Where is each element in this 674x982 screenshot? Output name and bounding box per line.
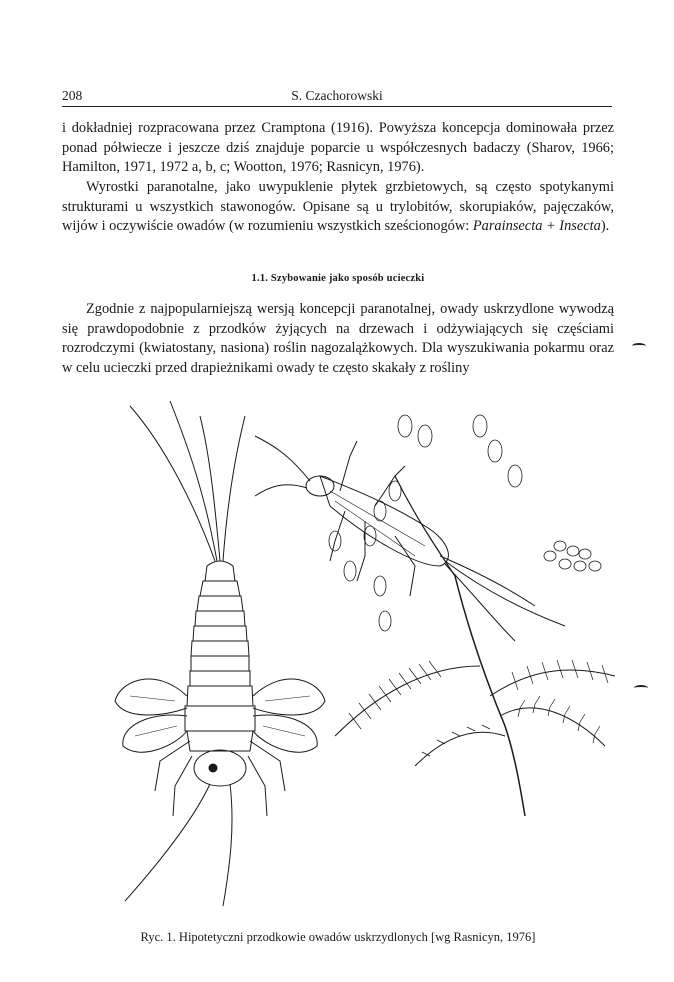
figure-illustration (95, 396, 635, 916)
running-head: S. Czachorowski (291, 88, 383, 103)
paragraph-1: i dokładniej rozpracowana przez Cramptona (1916). Powyższa koncepcja dominowała przez ponad półwiecze i jeszcze dziś znajduje poparcie u współczesnych badaczy (Sharov, 1966; Hamilton, 1971, 1972 a, b, c; Wootton, 1976; Rasnicyn, 1976). (62, 120, 614, 175)
margin-mark (634, 685, 648, 691)
insect-left (115, 401, 325, 906)
paragraph-2-taxon: Parainsecta + Insecta (472, 218, 601, 234)
figure-caption: Ryc. 1. Hipotetyczni przodkowie owadów uskrzydlonych [wg Rasnicyn, 1976] (140, 930, 536, 944)
paragraph-2-text: Wyrostki paranotalne, jako uwypuklenie płytek grzbietowych, są często spotykanymi strukturami u wszystkich stawonogów. Opisane są u trylobitów, skorupiaków, pajęczaków, wijów i oczywiście owadów (w rozumieniu wszystkich sześcionogów: (62, 179, 614, 234)
paragraph-2 (62, 178, 614, 237)
paragraph-3: Zgodnie z najpopularniejszą wersją koncepcji paranotalnej, owady uskrzydlone wywodzą się prawdopodobnie z przodków żyjących na drzewach i odżywiających się częściami rozrodczymi (kwiatostany, nasiona) roślin nagozalążkowych. Dla wyszukiwania pokarmu oraz w celu ucieczki przed drapieżnikami owady te często skakały z rośliny (62, 301, 614, 376)
page-header (62, 88, 612, 107)
section-heading: 1.1. Szybowanie jako sposób ucieczki (251, 273, 425, 284)
paragraph-2-end: ). (600, 218, 610, 234)
page-number: 208 (62, 88, 83, 103)
plant-branch (329, 415, 615, 816)
margin-mark (632, 343, 646, 349)
